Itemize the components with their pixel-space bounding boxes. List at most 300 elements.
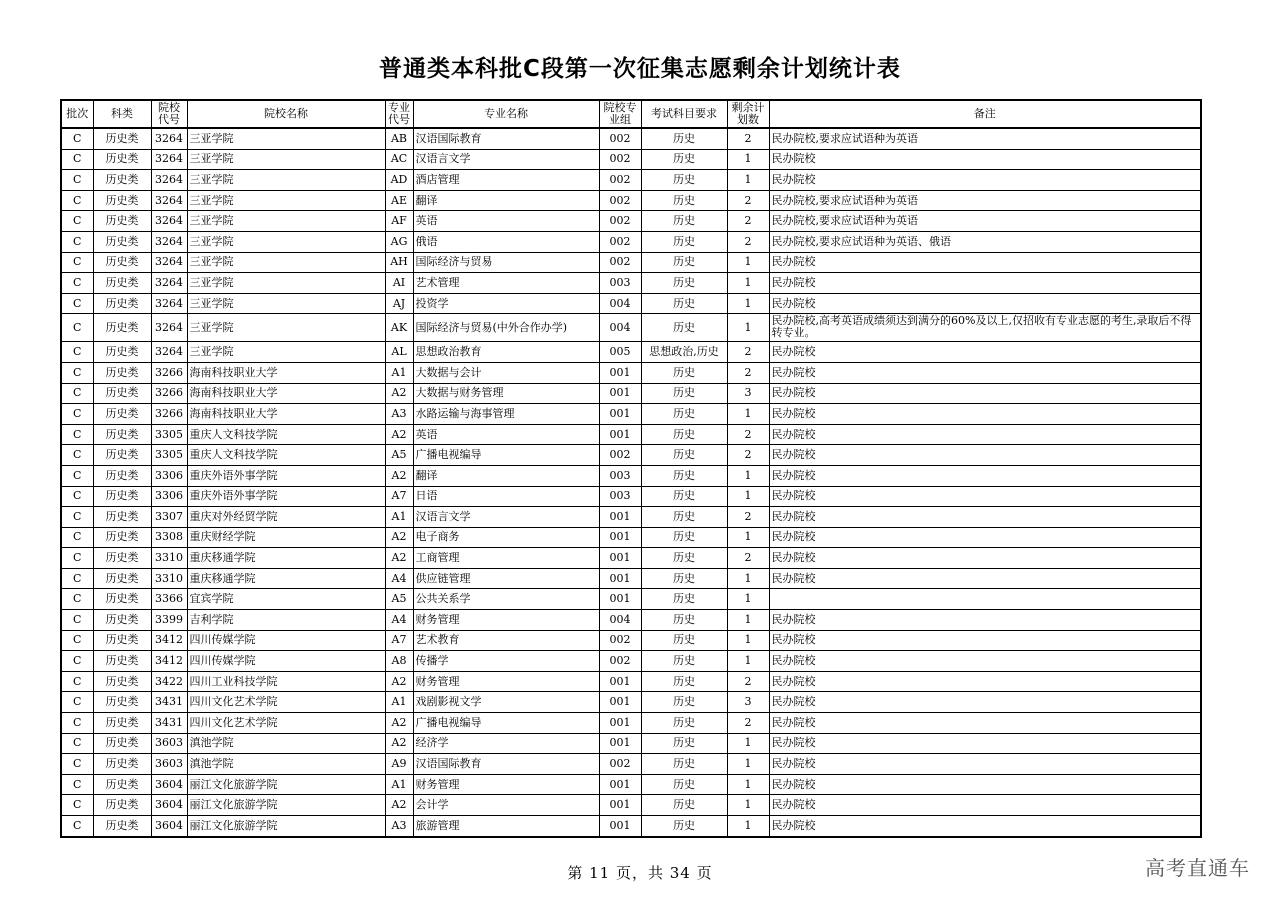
cell-batch: C bbox=[61, 548, 93, 569]
table-row bbox=[61, 486, 1201, 507]
cell-major-group: 001 bbox=[599, 362, 641, 383]
cell-school-name: 吉利学院 bbox=[187, 610, 385, 631]
cell-exam-requirement: 历史 bbox=[641, 692, 727, 713]
cell-school-name: 重庆对外经贸学院 bbox=[187, 507, 385, 528]
cell-exam-requirement: 思想政治,历史 bbox=[641, 342, 727, 363]
cell-subject-category: 历史类 bbox=[93, 424, 151, 445]
table-row bbox=[61, 733, 1201, 754]
cell-major-name: 国际经济与贸易 bbox=[413, 252, 599, 273]
cell-school-code: 3266 bbox=[151, 362, 187, 383]
header-major-code: 专业代号 bbox=[385, 100, 413, 128]
cell-major-code: A2 bbox=[385, 671, 413, 692]
cell-exam-requirement: 历史 bbox=[641, 383, 727, 404]
table-row bbox=[61, 445, 1201, 466]
cell-school-code: 3264 bbox=[151, 231, 187, 252]
cell-exam-requirement: 历史 bbox=[641, 424, 727, 445]
cell-major-name: 旅游管理 bbox=[413, 816, 599, 837]
cell-school-code: 3264 bbox=[151, 342, 187, 363]
cell-school-code: 3264 bbox=[151, 170, 187, 191]
cell-remaining-plan: 1 bbox=[727, 568, 769, 589]
cell-remarks: 民办院校 bbox=[769, 445, 1201, 466]
cell-school-name: 四川传媒学院 bbox=[187, 630, 385, 651]
cell-subject-category: 历史类 bbox=[93, 671, 151, 692]
cell-remarks: 民办院校 bbox=[769, 342, 1201, 363]
cell-major-code: AK bbox=[385, 314, 413, 342]
cell-subject-category: 历史类 bbox=[93, 713, 151, 734]
cell-exam-requirement: 历史 bbox=[641, 671, 727, 692]
cell-school-name: 宜宾学院 bbox=[187, 589, 385, 610]
cell-subject-category: 历史类 bbox=[93, 314, 151, 342]
table-row bbox=[61, 651, 1201, 672]
cell-major-group: 001 bbox=[599, 404, 641, 425]
header-batch: 批次 bbox=[61, 100, 93, 128]
table-row bbox=[61, 692, 1201, 713]
header-remaining-plan: 剩余计划数 bbox=[727, 100, 769, 128]
cell-school-code: 3604 bbox=[151, 816, 187, 837]
cell-major-group: 002 bbox=[599, 651, 641, 672]
cell-school-code: 3603 bbox=[151, 733, 187, 754]
cell-subject-category: 历史类 bbox=[93, 342, 151, 363]
cell-school-name: 重庆财经学院 bbox=[187, 527, 385, 548]
cell-batch: C bbox=[61, 383, 93, 404]
cell-subject-category: 历史类 bbox=[93, 754, 151, 775]
cell-remaining-plan: 2 bbox=[727, 190, 769, 211]
cell-major-name: 汉语言文学 bbox=[413, 149, 599, 170]
cell-subject-category: 历史类 bbox=[93, 816, 151, 837]
cell-exam-requirement: 历史 bbox=[641, 754, 727, 775]
cell-exam-requirement: 历史 bbox=[641, 589, 727, 610]
cell-major-code: A2 bbox=[385, 733, 413, 754]
cell-major-code: A1 bbox=[385, 362, 413, 383]
cell-subject-category: 历史类 bbox=[93, 149, 151, 170]
cell-school-name: 重庆外语外事学院 bbox=[187, 465, 385, 486]
cell-major-name: 公共关系学 bbox=[413, 589, 599, 610]
cell-subject-category: 历史类 bbox=[93, 383, 151, 404]
cell-remaining-plan: 1 bbox=[727, 610, 769, 631]
cell-school-code: 3306 bbox=[151, 486, 187, 507]
table-row bbox=[61, 548, 1201, 569]
table-row bbox=[61, 314, 1201, 342]
cell-exam-requirement: 历史 bbox=[641, 733, 727, 754]
table-row bbox=[61, 713, 1201, 734]
cell-major-group: 003 bbox=[599, 486, 641, 507]
cell-remaining-plan: 1 bbox=[727, 252, 769, 273]
table-row bbox=[61, 252, 1201, 273]
cell-major-name: 思想政治教育 bbox=[413, 342, 599, 363]
cell-remarks: 民办院校 bbox=[769, 692, 1201, 713]
cell-exam-requirement: 历史 bbox=[641, 149, 727, 170]
cell-school-code: 3264 bbox=[151, 211, 187, 232]
cell-exam-requirement: 历史 bbox=[641, 362, 727, 383]
cell-remaining-plan: 1 bbox=[727, 293, 769, 314]
cell-major-group: 002 bbox=[599, 231, 641, 252]
cell-major-code: A2 bbox=[385, 548, 413, 569]
cell-major-code: A2 bbox=[385, 424, 413, 445]
cell-school-name: 重庆外语外事学院 bbox=[187, 486, 385, 507]
cell-major-group: 001 bbox=[599, 568, 641, 589]
cell-batch: C bbox=[61, 507, 93, 528]
cell-school-name: 四川文化艺术学院 bbox=[187, 713, 385, 734]
cell-exam-requirement: 历史 bbox=[641, 465, 727, 486]
cell-subject-category: 历史类 bbox=[93, 190, 151, 211]
cell-school-name: 三亚学院 bbox=[187, 211, 385, 232]
table-row bbox=[61, 507, 1201, 528]
cell-remarks: 民办院校,要求应试语种为英语 bbox=[769, 128, 1201, 149]
cell-batch: C bbox=[61, 568, 93, 589]
table-row bbox=[61, 774, 1201, 795]
cell-batch: C bbox=[61, 527, 93, 548]
cell-subject-category: 历史类 bbox=[93, 692, 151, 713]
cell-school-name: 重庆人文科技学院 bbox=[187, 424, 385, 445]
cell-school-name: 滇池学院 bbox=[187, 733, 385, 754]
cell-exam-requirement: 历史 bbox=[641, 404, 727, 425]
cell-exam-requirement: 历史 bbox=[641, 507, 727, 528]
cell-remarks: 民办院校,要求应试语种为英语、俄语 bbox=[769, 231, 1201, 252]
cell-remaining-plan: 2 bbox=[727, 342, 769, 363]
cell-batch: C bbox=[61, 252, 93, 273]
cell-school-code: 3603 bbox=[151, 754, 187, 775]
cell-major-name: 财务管理 bbox=[413, 774, 599, 795]
cell-major-group: 004 bbox=[599, 293, 641, 314]
cell-remaining-plan: 1 bbox=[727, 816, 769, 837]
cell-school-name: 丽江文化旅游学院 bbox=[187, 774, 385, 795]
table-row bbox=[61, 342, 1201, 363]
header-major-name: 专业名称 bbox=[413, 100, 599, 128]
cell-school-code: 3604 bbox=[151, 774, 187, 795]
cell-remarks: 民办院校 bbox=[769, 568, 1201, 589]
cell-major-group: 001 bbox=[599, 383, 641, 404]
cell-subject-category: 历史类 bbox=[93, 589, 151, 610]
cell-subject-category: 历史类 bbox=[93, 293, 151, 314]
cell-remarks: 民办院校 bbox=[769, 795, 1201, 816]
cell-remarks: 民办院校 bbox=[769, 651, 1201, 672]
cell-school-name: 四川工业科技学院 bbox=[187, 671, 385, 692]
cell-major-group: 002 bbox=[599, 630, 641, 651]
cell-remarks: 民办院校 bbox=[769, 252, 1201, 273]
cell-major-name: 水路运输与海事管理 bbox=[413, 404, 599, 425]
watermark: 高考直通车 bbox=[1145, 856, 1250, 880]
cell-remaining-plan: 1 bbox=[727, 149, 769, 170]
cell-major-code: A5 bbox=[385, 589, 413, 610]
cell-remaining-plan: 3 bbox=[727, 692, 769, 713]
cell-school-code: 3305 bbox=[151, 445, 187, 466]
cell-subject-category: 历史类 bbox=[93, 362, 151, 383]
cell-batch: C bbox=[61, 342, 93, 363]
cell-remarks: 民办院校 bbox=[769, 754, 1201, 775]
table-row bbox=[61, 424, 1201, 445]
cell-exam-requirement: 历史 bbox=[641, 170, 727, 191]
cell-exam-requirement: 历史 bbox=[641, 527, 727, 548]
cell-major-code: A2 bbox=[385, 465, 413, 486]
cell-remaining-plan: 1 bbox=[727, 795, 769, 816]
cell-major-code: A3 bbox=[385, 404, 413, 425]
table-row bbox=[61, 568, 1201, 589]
cell-school-name: 三亚学院 bbox=[187, 170, 385, 191]
cell-remarks: 民办院校 bbox=[769, 548, 1201, 569]
table-row bbox=[61, 149, 1201, 170]
cell-exam-requirement: 历史 bbox=[641, 486, 727, 507]
cell-school-name: 海南科技职业大学 bbox=[187, 383, 385, 404]
cell-school-code: 3310 bbox=[151, 548, 187, 569]
cell-major-code: A9 bbox=[385, 754, 413, 775]
cell-major-group: 001 bbox=[599, 713, 641, 734]
cell-major-group: 002 bbox=[599, 754, 641, 775]
cell-major-group: 001 bbox=[599, 589, 641, 610]
table-row bbox=[61, 795, 1201, 816]
cell-school-name: 重庆移通学院 bbox=[187, 568, 385, 589]
cell-major-group: 001 bbox=[599, 527, 641, 548]
cell-remaining-plan: 2 bbox=[727, 231, 769, 252]
cell-remarks: 民办院校 bbox=[769, 170, 1201, 191]
cell-major-group: 001 bbox=[599, 671, 641, 692]
cell-major-code: A7 bbox=[385, 486, 413, 507]
cell-exam-requirement: 历史 bbox=[641, 211, 727, 232]
cell-major-group: 001 bbox=[599, 795, 641, 816]
cell-remaining-plan: 2 bbox=[727, 211, 769, 232]
table-header-row bbox=[61, 100, 1201, 128]
cell-batch: C bbox=[61, 610, 93, 631]
cell-major-code: A7 bbox=[385, 630, 413, 651]
cell-major-group: 002 bbox=[599, 128, 641, 149]
cell-subject-category: 历史类 bbox=[93, 795, 151, 816]
cell-major-name: 经济学 bbox=[413, 733, 599, 754]
table-row bbox=[61, 630, 1201, 651]
table-row bbox=[61, 404, 1201, 425]
cell-subject-category: 历史类 bbox=[93, 630, 151, 651]
cell-major-group: 001 bbox=[599, 424, 641, 445]
cell-remarks: 民办院校,要求应试语种为英语 bbox=[769, 190, 1201, 211]
cell-major-group: 004 bbox=[599, 314, 641, 342]
cell-school-name: 三亚学院 bbox=[187, 342, 385, 363]
cell-major-code: AG bbox=[385, 231, 413, 252]
table-row bbox=[61, 671, 1201, 692]
cell-major-code: A5 bbox=[385, 445, 413, 466]
table-row bbox=[61, 211, 1201, 232]
cell-major-code: A2 bbox=[385, 713, 413, 734]
cell-major-code: AL bbox=[385, 342, 413, 363]
cell-batch: C bbox=[61, 445, 93, 466]
cell-major-group: 002 bbox=[599, 252, 641, 273]
cell-major-code: AB bbox=[385, 128, 413, 149]
cell-major-group: 001 bbox=[599, 692, 641, 713]
cell-batch: C bbox=[61, 128, 93, 149]
cell-school-code: 3431 bbox=[151, 713, 187, 734]
cell-batch: C bbox=[61, 651, 93, 672]
cell-batch: C bbox=[61, 465, 93, 486]
cell-school-name: 三亚学院 bbox=[187, 314, 385, 342]
cell-school-name: 丽江文化旅游学院 bbox=[187, 795, 385, 816]
cell-major-group: 003 bbox=[599, 273, 641, 294]
page-footer: 第 11 页，共 34 页 bbox=[567, 864, 713, 882]
cell-remarks: 民办院校 bbox=[769, 816, 1201, 837]
cell-remarks: 民办院校 bbox=[769, 733, 1201, 754]
cell-school-name: 三亚学院 bbox=[187, 273, 385, 294]
cell-subject-category: 历史类 bbox=[93, 527, 151, 548]
header-school-name: 院校名称 bbox=[187, 100, 385, 128]
cell-school-code: 3366 bbox=[151, 589, 187, 610]
cell-remaining-plan: 1 bbox=[727, 589, 769, 610]
cell-batch: C bbox=[61, 733, 93, 754]
cell-major-name: 供应链管理 bbox=[413, 568, 599, 589]
cell-remaining-plan: 1 bbox=[727, 651, 769, 672]
cell-major-name: 电子商务 bbox=[413, 527, 599, 548]
cell-remaining-plan: 2 bbox=[727, 128, 769, 149]
cell-school-name: 三亚学院 bbox=[187, 128, 385, 149]
cell-subject-category: 历史类 bbox=[93, 733, 151, 754]
cell-batch: C bbox=[61, 273, 93, 294]
cell-subject-category: 历史类 bbox=[93, 128, 151, 149]
cell-remarks: 民办院校 bbox=[769, 149, 1201, 170]
cell-major-group: 002 bbox=[599, 170, 641, 191]
cell-subject-category: 历史类 bbox=[93, 273, 151, 294]
cell-school-code: 3307 bbox=[151, 507, 187, 528]
cell-major-name: 汉语国际教育 bbox=[413, 128, 599, 149]
cell-batch: C bbox=[61, 149, 93, 170]
cell-remarks: 民办院校 bbox=[769, 774, 1201, 795]
table-row bbox=[61, 610, 1201, 631]
cell-school-name: 海南科技职业大学 bbox=[187, 404, 385, 425]
cell-remaining-plan: 1 bbox=[727, 465, 769, 486]
cell-major-code: AF bbox=[385, 211, 413, 232]
cell-remarks: 民办院校 bbox=[769, 671, 1201, 692]
cell-remaining-plan: 2 bbox=[727, 424, 769, 445]
cell-school-code: 3422 bbox=[151, 671, 187, 692]
cell-major-code: A8 bbox=[385, 651, 413, 672]
cell-school-name: 重庆移通学院 bbox=[187, 548, 385, 569]
table-row bbox=[61, 527, 1201, 548]
cell-batch: C bbox=[61, 774, 93, 795]
cell-major-code: A3 bbox=[385, 816, 413, 837]
cell-school-code: 3310 bbox=[151, 568, 187, 589]
cell-major-code: AI bbox=[385, 273, 413, 294]
cell-remarks: 民办院校 bbox=[769, 293, 1201, 314]
cell-remarks: 民办院校 bbox=[769, 486, 1201, 507]
cell-school-code: 3604 bbox=[151, 795, 187, 816]
cell-remaining-plan: 1 bbox=[727, 273, 769, 294]
cell-school-code: 3264 bbox=[151, 149, 187, 170]
cell-batch: C bbox=[61, 424, 93, 445]
cell-remaining-plan: 2 bbox=[727, 671, 769, 692]
cell-subject-category: 历史类 bbox=[93, 548, 151, 569]
cell-major-code: A2 bbox=[385, 383, 413, 404]
cell-major-group: 001 bbox=[599, 774, 641, 795]
table-row bbox=[61, 465, 1201, 486]
table-row bbox=[61, 128, 1201, 149]
cell-major-name: 艺术教育 bbox=[413, 630, 599, 651]
cell-exam-requirement: 历史 bbox=[641, 190, 727, 211]
cell-exam-requirement: 历史 bbox=[641, 273, 727, 294]
cell-major-group: 002 bbox=[599, 190, 641, 211]
cell-major-name: 财务管理 bbox=[413, 671, 599, 692]
cell-major-name: 汉语言文学 bbox=[413, 507, 599, 528]
cell-exam-requirement: 历史 bbox=[641, 816, 727, 837]
cell-major-name: 广播电视编导 bbox=[413, 713, 599, 734]
cell-batch: C bbox=[61, 754, 93, 775]
cell-school-name: 海南科技职业大学 bbox=[187, 362, 385, 383]
cell-remaining-plan: 1 bbox=[727, 754, 769, 775]
cell-remarks: 民办院校 bbox=[769, 630, 1201, 651]
cell-remaining-plan: 1 bbox=[727, 733, 769, 754]
cell-batch: C bbox=[61, 630, 93, 651]
cell-exam-requirement: 历史 bbox=[641, 651, 727, 672]
cell-major-code: A4 bbox=[385, 568, 413, 589]
cell-major-name: 英语 bbox=[413, 424, 599, 445]
cell-major-name: 广播电视编导 bbox=[413, 445, 599, 466]
cell-batch: C bbox=[61, 795, 93, 816]
page-title: 普通类本科批C段第一次征集志愿剩余计划统计表 bbox=[379, 56, 901, 82]
cell-remaining-plan: 1 bbox=[727, 774, 769, 795]
cell-subject-category: 历史类 bbox=[93, 211, 151, 232]
cell-batch: C bbox=[61, 362, 93, 383]
cell-major-name: 会计学 bbox=[413, 795, 599, 816]
cell-school-name: 重庆人文科技学院 bbox=[187, 445, 385, 466]
cell-school-code: 3264 bbox=[151, 273, 187, 294]
cell-major-name: 英语 bbox=[413, 211, 599, 232]
cell-batch: C bbox=[61, 589, 93, 610]
cell-exam-requirement: 历史 bbox=[641, 713, 727, 734]
cell-major-code: A2 bbox=[385, 795, 413, 816]
cell-major-code: AH bbox=[385, 252, 413, 273]
cell-major-group: 002 bbox=[599, 445, 641, 466]
cell-school-name: 四川文化艺术学院 bbox=[187, 692, 385, 713]
header-subject-category: 科类 bbox=[93, 100, 151, 128]
cell-batch: C bbox=[61, 486, 93, 507]
cell-major-group: 001 bbox=[599, 548, 641, 569]
cell-remaining-plan: 1 bbox=[727, 170, 769, 191]
table-row bbox=[61, 190, 1201, 211]
table-row bbox=[61, 293, 1201, 314]
cell-exam-requirement: 历史 bbox=[641, 231, 727, 252]
cell-remarks: 民办院校 bbox=[769, 383, 1201, 404]
cell-remarks: 民办院校 bbox=[769, 527, 1201, 548]
cell-major-name: 日语 bbox=[413, 486, 599, 507]
cell-remarks: 民办院校 bbox=[769, 610, 1201, 631]
cell-subject-category: 历史类 bbox=[93, 568, 151, 589]
cell-remarks: 民办院校 bbox=[769, 507, 1201, 528]
cell-subject-category: 历史类 bbox=[93, 610, 151, 631]
cell-major-name: 财务管理 bbox=[413, 610, 599, 631]
cell-school-name: 四川传媒学院 bbox=[187, 651, 385, 672]
cell-subject-category: 历史类 bbox=[93, 231, 151, 252]
cell-batch: C bbox=[61, 671, 93, 692]
cell-exam-requirement: 历史 bbox=[641, 610, 727, 631]
cell-major-name: 国际经济与贸易(中外合作办学) bbox=[413, 314, 599, 342]
header-school-code: 院校代号 bbox=[151, 100, 187, 128]
header-major-group: 院校专业组 bbox=[599, 100, 641, 128]
cell-major-code: AC bbox=[385, 149, 413, 170]
table-row bbox=[61, 170, 1201, 191]
cell-major-group: 002 bbox=[599, 211, 641, 232]
cell-subject-category: 历史类 bbox=[93, 486, 151, 507]
cell-subject-category: 历史类 bbox=[93, 774, 151, 795]
header-remarks: 备注 bbox=[769, 100, 1201, 128]
cell-remaining-plan: 2 bbox=[727, 362, 769, 383]
cell-subject-category: 历史类 bbox=[93, 507, 151, 528]
cell-exam-requirement: 历史 bbox=[641, 774, 727, 795]
cell-remarks: 民办院校 bbox=[769, 362, 1201, 383]
cell-major-code: A1 bbox=[385, 692, 413, 713]
cell-remaining-plan: 1 bbox=[727, 314, 769, 342]
cell-school-name: 丽江文化旅游学院 bbox=[187, 816, 385, 837]
cell-school-code: 3266 bbox=[151, 383, 187, 404]
cell-batch: C bbox=[61, 314, 93, 342]
cell-school-code: 3306 bbox=[151, 465, 187, 486]
cell-major-name: 翻译 bbox=[413, 465, 599, 486]
cell-exam-requirement: 历史 bbox=[641, 630, 727, 651]
plan-table bbox=[60, 99, 1202, 838]
cell-major-name: 戏剧影视文学 bbox=[413, 692, 599, 713]
table-row bbox=[61, 754, 1201, 775]
